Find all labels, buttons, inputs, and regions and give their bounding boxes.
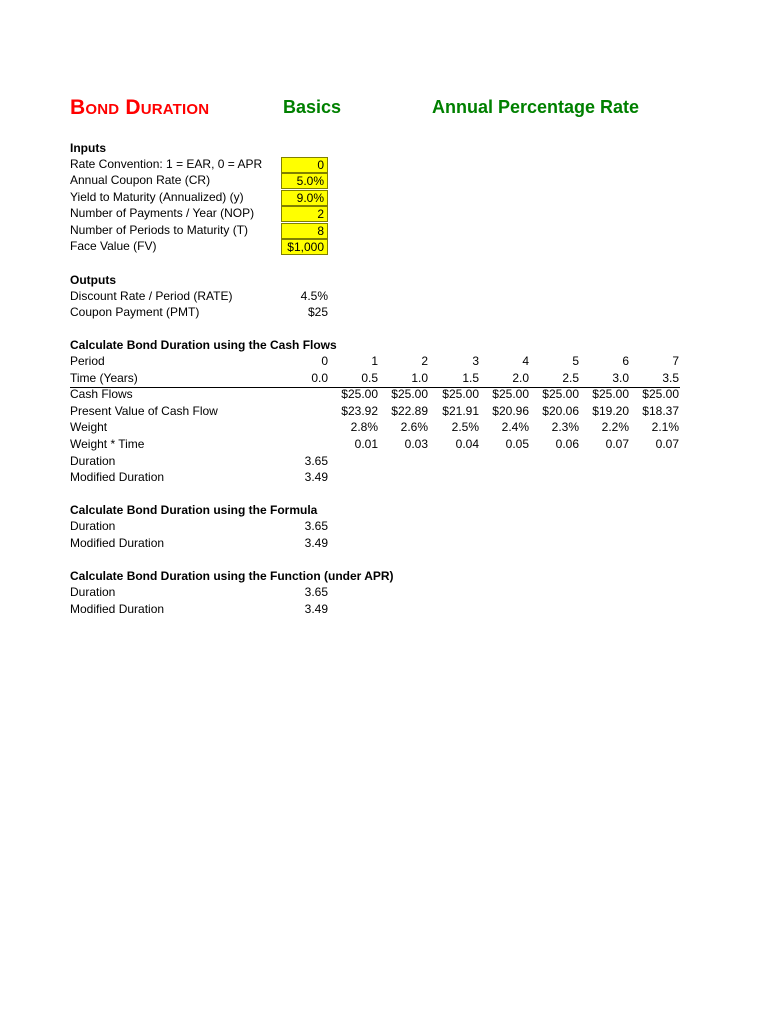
- input-ytm[interactable]: 9.0%: [281, 190, 328, 206]
- row-label-cash-flows: Cash Flows: [70, 387, 133, 401]
- function-duration-value: 3.65: [304, 585, 328, 599]
- weight-time-cell: 0.07: [655, 437, 679, 451]
- formula-modified-label: Modified Duration: [70, 536, 165, 550]
- rate-convention-heading: Annual Percentage Rate: [432, 97, 640, 117]
- inputs-heading: Inputs: [70, 141, 106, 155]
- present-value-cell: $20.96: [492, 404, 529, 418]
- weight-time-cell: 0.03: [404, 437, 428, 451]
- function-heading: Calculate Bond Duration using the Function (under APR): [70, 569, 394, 583]
- time-cell: 3.5: [662, 371, 679, 385]
- row-label-time: Time (Years): [70, 371, 138, 385]
- weight-cell: 2.5%: [451, 420, 479, 434]
- row-label-weight-time: Weight * Time: [70, 437, 145, 451]
- period-cell: 7: [672, 354, 679, 368]
- weight-time-cell: 0.04: [455, 437, 479, 451]
- function-duration-label: Duration: [70, 585, 116, 599]
- formula-heading: Calculate Bond Duration using the Formula: [70, 503, 318, 517]
- input-label-face-value: Face Value (FV): [70, 239, 157, 253]
- row-label-modified-duration: Modified Duration: [70, 470, 165, 484]
- cashflow-modified-duration-value: 3.49: [304, 470, 328, 484]
- cash-flow-cell: $25.00: [442, 387, 479, 401]
- cash-flow-cell: $25.00: [592, 387, 629, 401]
- present-value-cell: $21.91: [442, 404, 479, 418]
- period-cell: 1: [371, 354, 378, 368]
- input-nop[interactable]: 2: [281, 206, 328, 222]
- weight-cell: 2.1%: [651, 420, 679, 434]
- output-pmt: $25: [307, 305, 328, 319]
- time-cell: 1.5: [462, 371, 479, 385]
- basics-heading: Basics: [283, 97, 342, 117]
- weight-cell: 2.2%: [601, 420, 629, 434]
- cashflows-heading: Calculate Bond Duration using the Cash Flows: [70, 338, 337, 352]
- output-label-pmt: Coupon Payment (PMT): [70, 305, 200, 319]
- outputs-heading: Outputs: [70, 273, 116, 287]
- row-label-weight: Weight: [70, 420, 108, 434]
- weight-time-cell: 0.06: [555, 437, 579, 451]
- time-cell: 0.0: [311, 371, 328, 385]
- input-label-rate-convention: Rate Convention: 1 = EAR, 0 = APR: [70, 157, 263, 171]
- output-rate: 4.5%: [300, 289, 328, 303]
- present-value-cell: $23.92: [341, 404, 378, 418]
- present-value-cell: $22.89: [391, 404, 428, 418]
- formula-duration-label: Duration: [70, 519, 116, 533]
- weight-time-cell: 0.07: [605, 437, 629, 451]
- time-cell: 2.5: [562, 371, 579, 385]
- cashflow-duration-value: 3.65: [304, 454, 328, 468]
- function-modified-value: 3.49: [304, 602, 328, 616]
- period-cell: 4: [522, 354, 529, 368]
- time-cell: 0.5: [361, 371, 378, 385]
- function-modified-label: Modified Duration: [70, 602, 165, 616]
- present-value-cell: $18.37: [642, 404, 679, 418]
- input-coupon-rate[interactable]: 5.0%: [281, 173, 328, 189]
- formula-duration-value: 3.65: [304, 519, 328, 533]
- row-label-present-value: Present Value of Cash Flow: [70, 404, 218, 418]
- output-label-rate: Discount Rate / Period (RATE): [70, 289, 233, 303]
- period-cell: 3: [472, 354, 479, 368]
- weight-cell: 2.8%: [350, 420, 378, 434]
- cash-flow-cell: $25.00: [492, 387, 529, 401]
- period-cell: 5: [572, 354, 579, 368]
- weight-cell: 2.6%: [400, 420, 428, 434]
- input-label-nop: Number of Payments / Year (NOP): [70, 206, 255, 220]
- present-value-cell: $20.06: [542, 404, 579, 418]
- weight-cell: 2.4%: [501, 420, 529, 434]
- input-label-coupon-rate: Annual Coupon Rate (CR): [70, 173, 211, 187]
- cash-flow-cell: $25.00: [391, 387, 428, 401]
- cash-flow-cell: $25.00: [642, 387, 679, 401]
- row-label-duration: Duration: [70, 454, 116, 468]
- weight-time-cell: 0.05: [505, 437, 529, 451]
- period-cell: 6: [622, 354, 629, 368]
- page-title: Bond Duration: [70, 96, 210, 119]
- input-label-periods: Number of Periods to Maturity (T): [70, 223, 249, 237]
- row-label-period: Period: [70, 354, 105, 368]
- cash-flow-cell: $25.00: [542, 387, 579, 401]
- period-cell: 0: [321, 354, 328, 368]
- input-rate-convention[interactable]: 0: [281, 157, 328, 173]
- cash-flow-cell: $25.00: [341, 387, 378, 401]
- weight-time-cell: 0.01: [354, 437, 378, 451]
- input-label-ytm: Yield to Maturity (Annualized) (y): [70, 190, 244, 204]
- present-value-cell: $19.20: [592, 404, 629, 418]
- weight-cell: 2.3%: [551, 420, 579, 434]
- time-cell: 3.0: [612, 371, 629, 385]
- time-cell: 2.0: [512, 371, 529, 385]
- formula-modified-value: 3.49: [304, 536, 328, 550]
- input-periods[interactable]: 8: [281, 223, 328, 239]
- time-cell: 1.0: [411, 371, 428, 385]
- period-cell: 2: [421, 354, 428, 368]
- input-face-value[interactable]: $1,000: [281, 239, 328, 255]
